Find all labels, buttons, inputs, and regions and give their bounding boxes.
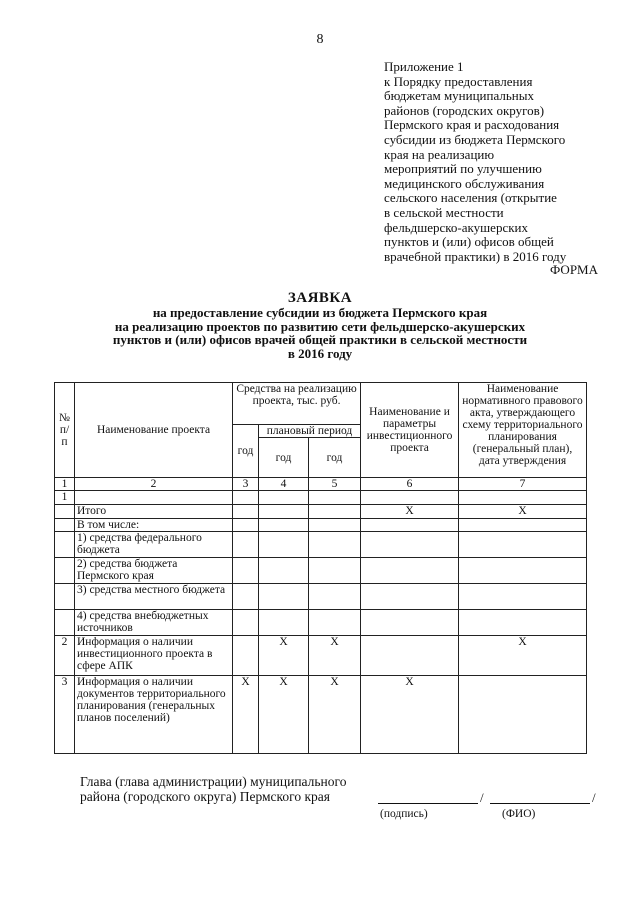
header-act: Наименование нормативного правового акта, утверждающего схему территориального планирования (генеральный план), дата утверждения [459, 383, 587, 478]
table-cell [361, 584, 459, 610]
table-cell [459, 676, 587, 754]
table-cell [259, 491, 309, 505]
table-cell: Х [309, 676, 361, 754]
table-cell [309, 584, 361, 610]
appendix-line: мероприятий по улучшению [384, 161, 542, 177]
table-cell [259, 610, 309, 636]
table-cell [75, 491, 233, 505]
table-cell: Информация о наличии инвестиционного проекта в сфере АПК [75, 636, 233, 676]
table-cell [459, 558, 587, 584]
header-year-1: год [259, 438, 309, 478]
col-number: 6 [361, 478, 459, 491]
table-cell [309, 519, 361, 532]
table-cell [309, 610, 361, 636]
table-cell [233, 519, 259, 532]
appendix-line: районов (городских округов) [384, 102, 545, 118]
signature-slash: / [480, 790, 484, 805]
table-cell: 3) средства местного бюджета [75, 584, 233, 610]
table-cell [55, 584, 75, 610]
appendix-line: фельдшерско-акушерских [384, 219, 528, 235]
table-cell [361, 558, 459, 584]
table-cell: Информация о наличии документов территориального планирования (генеральных планов поселений) [75, 676, 233, 754]
table-cell [233, 505, 259, 519]
table-cell: В том числе: [75, 519, 233, 532]
table-cell [233, 491, 259, 505]
col-number: 4 [259, 478, 309, 491]
table-cell [259, 558, 309, 584]
table-cell: Х [259, 676, 309, 754]
col-number: 7 [459, 478, 587, 491]
table-row [55, 558, 587, 584]
table-cell: 3 [55, 676, 75, 754]
form-label: ФОРМА [550, 262, 598, 277]
signature-line-2: района (городского округа) Пермского края [80, 789, 330, 804]
signature-caption: (подпись) [380, 808, 428, 820]
appendix-line: медицинского обслуживания [384, 175, 545, 191]
table-cell: Х [309, 636, 361, 676]
table-cell [309, 558, 361, 584]
fio-caption: (ФИО) [502, 808, 536, 820]
header-planned-period: плановый период [259, 425, 361, 438]
table-cell [361, 532, 459, 558]
table-cell [233, 636, 259, 676]
appendix-line: Приложение 1 [384, 59, 464, 74]
header-funds: Средства на реализацию проекта, тыс. руб. [233, 383, 361, 425]
table-cell [459, 610, 587, 636]
subtitle-line: в 2016 году [287, 345, 353, 361]
table-cell: 2 [55, 636, 75, 676]
table-cell [259, 584, 309, 610]
table-cell [233, 558, 259, 584]
signature-line-1: Глава (глава администрации) муниципального [80, 774, 347, 789]
application-table [54, 382, 587, 754]
table-cell [259, 505, 309, 519]
page-number: 8 [316, 32, 324, 47]
table-cell [233, 584, 259, 610]
document-subtitle [60, 306, 580, 360]
table-row [55, 676, 587, 754]
table-cell: Х [361, 676, 459, 754]
table-cell [459, 491, 587, 505]
appendix-line: врачебной практики) в 2016 году [384, 248, 567, 264]
subtitle-line: на предоставление субсидии из бюджета Пермского края [152, 305, 488, 320]
table-row [55, 610, 587, 636]
table-cell: Х [233, 676, 259, 754]
table-row [55, 532, 587, 558]
table-cell [55, 558, 75, 584]
signature-underline [378, 803, 478, 804]
table-row [55, 519, 587, 532]
table-cell: 2) средства бюджета Пермского края [75, 558, 233, 584]
col-number: 5 [309, 478, 361, 491]
signature-block [80, 774, 347, 804]
document-title: ЗАЯВКА [287, 290, 353, 306]
table-cell [55, 610, 75, 636]
header-year: год [233, 425, 259, 478]
col-number: 3 [233, 478, 259, 491]
table-cell [361, 491, 459, 505]
header-params: Наименование и параметры инвестиционного проекта [361, 383, 459, 478]
table-cell: 1) средства федерального бюджета [75, 532, 233, 558]
appendix-line: в сельской местности [384, 204, 504, 220]
table-cell: Х [361, 505, 459, 519]
header-project-name: Наименование проекта [75, 383, 233, 478]
table-row [55, 491, 587, 505]
table-cell [259, 532, 309, 558]
appendix-line: пунктов и (или) офисов общей [384, 234, 554, 250]
table-cell: 1 [55, 491, 75, 505]
table-cell [361, 519, 459, 532]
col-number: 2 [75, 478, 233, 491]
subtitle-line: пунктов и (или) офисов врачей общей практики в сельской местности [112, 332, 528, 347]
table-row [55, 584, 587, 610]
table-cell [361, 610, 459, 636]
table-cell: Х [259, 636, 309, 676]
fio-underline [490, 803, 590, 804]
appendix-line: края на реализацию [384, 146, 495, 162]
fio-slash: / [592, 790, 596, 805]
table-cell: Х [459, 505, 587, 519]
column-numbers-row [55, 478, 587, 491]
table-cell [233, 532, 259, 558]
table-cell [55, 519, 75, 532]
appendix-note [384, 60, 624, 264]
table-cell [459, 584, 587, 610]
table-row [55, 636, 587, 676]
table-cell [233, 610, 259, 636]
table-cell: Х [459, 636, 587, 676]
table-cell [55, 532, 75, 558]
table-cell [259, 519, 309, 532]
appendix-line: сельского населения (открытие [384, 190, 557, 206]
table-cell [459, 532, 587, 558]
subtitle-line: на реализацию проектов по развитию сети фельдшерско-акушерских [114, 318, 526, 334]
col-number: 1 [55, 478, 75, 491]
appendix-line: к Порядку предоставления [384, 73, 533, 89]
header-year-2: год [309, 438, 361, 478]
table-cell [309, 505, 361, 519]
table-cell [361, 636, 459, 676]
table-cell [309, 532, 361, 558]
table-row [55, 505, 587, 519]
table-cell: Итого [75, 505, 233, 519]
appendix-line: субсидии из бюджета Пермского [384, 131, 566, 147]
table-cell [459, 519, 587, 532]
table-cell [55, 505, 75, 519]
header-num: № п/п [55, 383, 75, 478]
appendix-line: Пермского края и расходования [384, 117, 560, 133]
table-cell: 4) средства внебюджетных источников [75, 610, 233, 636]
appendix-line: бюджетам муниципальных [384, 88, 534, 104]
table-cell [309, 491, 361, 505]
